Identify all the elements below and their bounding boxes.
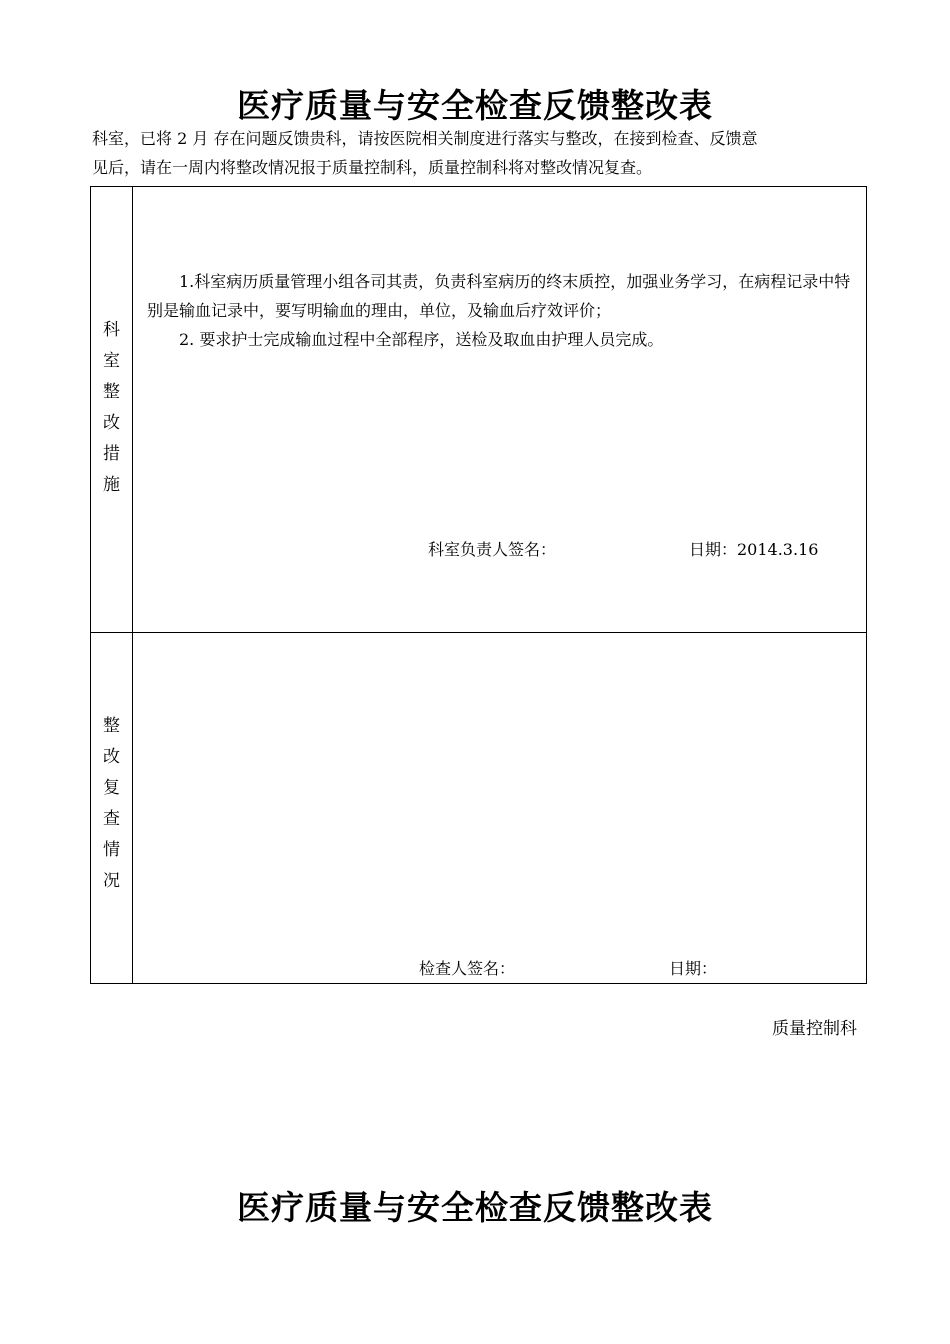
measures-label-cell	[91, 187, 133, 633]
review-content-cell	[133, 633, 867, 984]
label-char: 措	[103, 444, 120, 464]
measure-item-1: 1.科室病历质量管理小组各司其责，负责科室病历的终末质控，加强业务学习，在病程记录中特别是输血记录中，要写明输血的理由，单位，及输血后疗效评价；	[147, 272, 851, 320]
review-label	[91, 711, 132, 897]
label-char: 情	[103, 840, 120, 860]
measures-text	[147, 267, 858, 354]
measures-date: 日期：2014.3.16	[689, 540, 819, 559]
label-char: 科	[103, 320, 120, 340]
page-title: 医疗质量与安全检查反馈整改表	[237, 86, 713, 125]
label-char: 改	[103, 747, 120, 767]
issuing-department: 质量控制科	[772, 1019, 857, 1039]
intro-line-1: 科室，已将 2 月 存在问题反馈贵科，请按医院相关制度进行落实与整改，在接到检查、反馈意	[92, 129, 758, 148]
inspector-signature-label: 检查人签名：	[419, 959, 516, 978]
measures-row	[91, 187, 867, 633]
rectification-form-table	[90, 186, 867, 984]
review-label-cell	[91, 633, 133, 984]
label-char: 整	[103, 382, 120, 402]
label-char: 况	[103, 871, 120, 891]
intro-line-2: 见后，请在一周内将整改情况报于质量控制科，质量控制科将对整改情况复查。	[92, 158, 653, 177]
next-page-title: 医疗质量与安全检查反馈整改表	[237, 1188, 713, 1227]
intro-paragraph	[92, 124, 867, 182]
label-char: 查	[103, 809, 120, 829]
measures-content-cell	[133, 187, 867, 633]
label-char: 改	[103, 413, 120, 433]
label-char: 复	[103, 778, 120, 798]
review-date-label: 日期：	[669, 959, 718, 978]
measure-item-2: 2. 要求护士完成输血过程中全部程序，送检及取血由护理人员完成。	[179, 330, 664, 349]
measures-label	[91, 315, 132, 501]
label-char: 整	[103, 716, 120, 736]
label-char: 室	[103, 351, 120, 371]
label-char: 施	[103, 475, 120, 495]
department-head-signature-label: 科室负责人签名：	[428, 540, 557, 559]
review-row	[91, 633, 867, 984]
